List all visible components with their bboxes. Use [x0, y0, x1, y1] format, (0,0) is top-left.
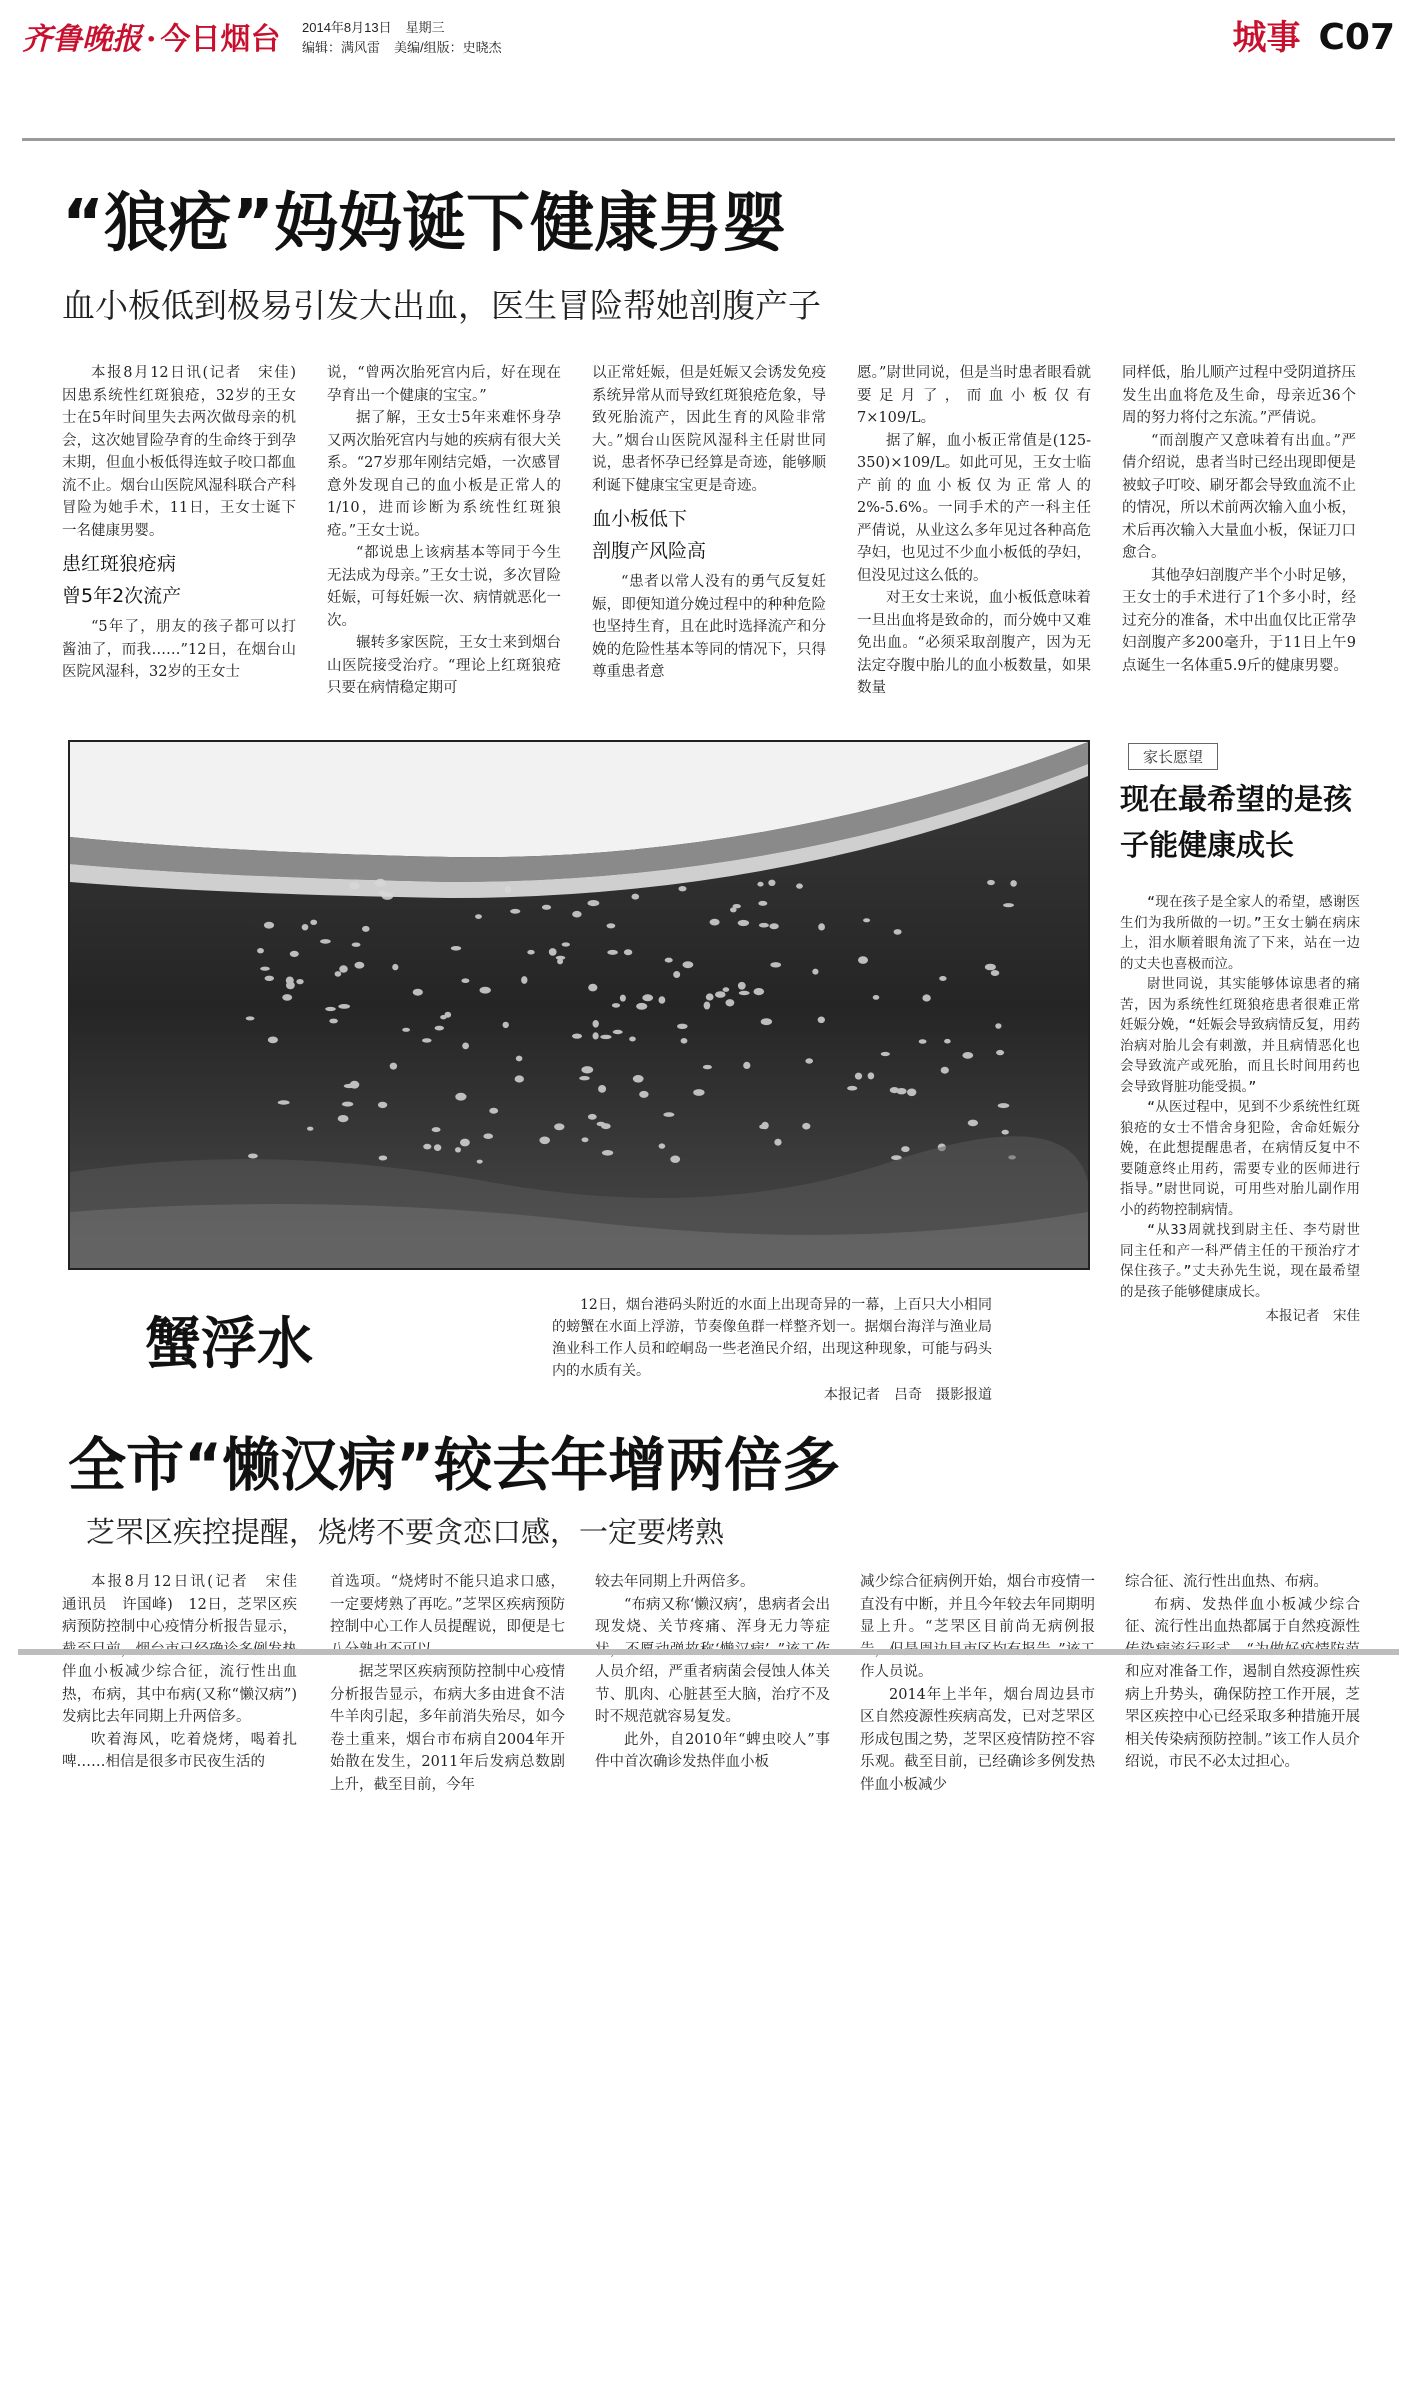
- crab-speck: [539, 1137, 550, 1145]
- paragraph: 2014年上半年，烟台周边县市区自然疫源性疾病高发，已对芝罘区形成包围之势，芝罘区疫情防控不容乐观。截至目前，已经确诊多例发热伴血小板减少: [860, 1686, 1095, 1793]
- crab-speck: [738, 982, 746, 990]
- paragraph: 辗转多家医院，王女士来到烟台山医院接受治疗。“理论上红斑狼疮只要在病情稳定期可: [327, 635, 561, 696]
- story2-column-1: [62, 1571, 297, 1770]
- crab-speck: [941, 1067, 949, 1074]
- crab-speck: [759, 1124, 766, 1129]
- paragraph: “现在孩子是全家人的希望，感谢医生们为我所做的一切。”王女士躺在病床上，泪水顺着眼角流了下来，站在一边的丈夫也喜极而泣。: [1120, 894, 1360, 972]
- story2-column-4: [860, 1571, 1095, 1793]
- story1-headline: “狼疮”妈妈诞下健康男婴: [62, 187, 787, 261]
- crab-speck: [549, 948, 557, 956]
- crab-speck: [768, 880, 775, 886]
- crab-speck: [475, 914, 482, 919]
- paragraph: “而剖腹产又意味着有出血。”严倩介绍说，患者当时已经出现即便是被蚊子叮咬、刷牙都会导致血流不止的情况，所以术前两次输入血小板，术后再次输入大量血小板，保证刀口愈合。: [1122, 432, 1356, 561]
- crab-speck: [432, 1127, 441, 1132]
- page-category: 城事: [1232, 18, 1301, 58]
- paragraph: 对王女士来说，血小板低意味着一旦出血将是致命的，而分娩中又难免出血。“必须采取剖腹产，因为无法定夺腹中胎儿的血小板数量，如果数量: [857, 590, 1091, 696]
- crab-speck: [881, 1052, 890, 1056]
- crab-speck: [987, 880, 995, 885]
- story2-column-5: [1125, 1571, 1360, 1770]
- crab-speck: [265, 976, 274, 981]
- crab-speck: [329, 1019, 338, 1024]
- crab-speck: [759, 923, 769, 928]
- crab-speck: [919, 1039, 927, 1044]
- crab-speck: [375, 879, 386, 887]
- crab-speck: [521, 976, 527, 984]
- crab-speck: [757, 882, 763, 887]
- crab-speck: [588, 900, 600, 906]
- sidebar-body: [1120, 892, 1360, 1327]
- crab-speck: [939, 976, 946, 981]
- crab-speck: [462, 1043, 469, 1050]
- paragraph: 愿。”尉世同说，但是当时患者眼看就要足月了，而血小板仅有7×109/L。: [857, 365, 1091, 426]
- crab-speck: [355, 962, 365, 969]
- crab-speck: [730, 907, 737, 912]
- paragraph: 据芝罘区疾病预防控制中心疫情分析报告显示，布病大多由进食不洁牛羊肉引起，多年前消失殆尽，如今卷土重来，烟台市布病自2004年开始散在发生，2011年后发病总数剧上升，截至目前，今年: [330, 1664, 565, 1793]
- story1-column-4: [857, 362, 1091, 717]
- crab-speck: [296, 979, 303, 984]
- crab-speck: [257, 948, 264, 953]
- crab-speck: [562, 942, 570, 946]
- crab-speck: [642, 994, 653, 1001]
- crab-speck: [818, 923, 825, 930]
- crab-speck: [435, 1026, 444, 1031]
- crab-speck: [855, 1073, 862, 1080]
- crab-speck: [738, 920, 749, 926]
- crab-speck: [542, 905, 551, 910]
- page-code: C07: [1318, 17, 1395, 58]
- crab-speck: [636, 1003, 647, 1010]
- page-bottom-rule: [18, 1649, 1399, 1655]
- crab-speck: [962, 1052, 973, 1059]
- crab-speck: [440, 1015, 446, 1019]
- crab-speck: [597, 1122, 606, 1126]
- crab-speck: [633, 1075, 644, 1083]
- crab-speck: [998, 1103, 1010, 1108]
- crab-speck: [307, 1127, 313, 1131]
- story1-column-3: [592, 362, 826, 717]
- crab-speck: [593, 1020, 599, 1028]
- crab-speck: [896, 1088, 906, 1094]
- crab-speck: [278, 1100, 290, 1104]
- crab-speck: [770, 962, 781, 967]
- crab-speck: [818, 1017, 825, 1024]
- crab-speck: [260, 967, 270, 971]
- paragraph: 以正常妊娠，但是妊娠又会诱发免疫系统异常从而导致红斑狼疮危象，导致死胎流产，因此生育的风险非常大。”烟台山医院风湿科主任尉世同说，患者怀孕已经算是奇迹，能够顺利诞下健康宝宝更是奇迹。: [592, 365, 826, 494]
- crab-speck: [703, 1065, 712, 1069]
- crab-speck: [282, 994, 292, 1001]
- crab-speck: [996, 1050, 1004, 1055]
- crab-speck: [620, 995, 626, 1002]
- crab-speck: [602, 1150, 613, 1156]
- crab-speck: [286, 977, 294, 985]
- crab-speck: [612, 1003, 620, 1008]
- crab-speck: [339, 965, 348, 973]
- crab-speck: [600, 1035, 611, 1039]
- paragraph: 本报8月12日讯(记者 宋佳 通讯员 许国峰) 12日，芝罘区疾病预防控制中心疫情分析报告显示， 伴血小板减少综合征，流行性出血热，布病，其中布病(又称“懒汉病”)发病比去年同期上升两倍多。: [62, 1574, 297, 1725]
- crab-speck: [796, 883, 803, 888]
- photo-title: 蟹浮水: [145, 1312, 313, 1377]
- crab-speck: [868, 1072, 875, 1079]
- story2-headline: 全市“懒汉病”较去年增两倍多: [68, 1431, 841, 1499]
- crab-speck: [413, 989, 423, 996]
- crab-speck: [991, 970, 1000, 976]
- crab-speck: [378, 891, 384, 895]
- crab-speck: [1002, 1130, 1009, 1135]
- crab-speck: [901, 1146, 909, 1152]
- crab-speck: [665, 958, 673, 963]
- crab-speck: [894, 929, 902, 935]
- crab-speck: [847, 1086, 857, 1091]
- paragraph: 减少综合征病例开始，烟台市疫情一直没有中断，并且今年较去年同期明显上升。“芝罘区目前尚无病例报 作人员说。: [860, 1574, 1095, 1680]
- edition-editor: 编辑：满风雷: [302, 40, 381, 55]
- crab-speck: [613, 1030, 623, 1034]
- crab-speck: [477, 1160, 483, 1164]
- crab-speck: [390, 1063, 397, 1070]
- edition-info: [302, 18, 516, 58]
- crab-speck: [320, 939, 331, 944]
- newspaper-logo: 齐鲁晚报: [22, 22, 142, 57]
- sidebar-tag: 家长愿望: [1128, 743, 1218, 770]
- crab-speck: [572, 1034, 582, 1039]
- crab-speck: [460, 1139, 470, 1147]
- crab-speck: [679, 886, 687, 891]
- story2-subhead: 芝罘区疾控提醒，烧烤不要贪恋口感，一定要烤熟: [86, 1515, 725, 1549]
- crab-speck: [663, 1112, 674, 1117]
- crab-speck: [639, 1091, 648, 1098]
- crab-speck: [335, 971, 342, 977]
- crab-speck: [706, 993, 714, 1000]
- story1-column-2: [327, 362, 561, 717]
- masthead-separator: ·: [146, 22, 157, 57]
- crab-speck: [461, 978, 469, 983]
- paragraph: “布病又称‘懒汉病’，患病者会出现发烧、关节疼痛、浑身无力等症 人员介绍，严重者病菌会侵蚀人体关节、肌肉、心脏甚至大脑，治疗不及时不规范就容易复发。: [595, 1596, 830, 1725]
- crab-speck: [693, 1089, 704, 1096]
- crab-speck: [607, 950, 618, 955]
- crab-speck: [704, 1002, 711, 1010]
- crab-speck: [246, 1016, 255, 1020]
- crab-speck: [248, 1154, 258, 1159]
- sidebar-title: 现在最希望的是孩子能健康成长: [1120, 782, 1353, 862]
- crab-speck: [968, 1120, 978, 1127]
- crab-speck: [723, 987, 730, 992]
- paragraph: “从医过程中，见到不少系统性红斑狼疮的女士不惜舍身犯险，舍命妊娠分娩，在此想提醒患者，在病情反复中不要随意终止用药，需要专业的医师进行指导。”尉世同说，可用些对胎儿副作用小的药物控制病情。: [1120, 1099, 1360, 1218]
- crab-speck: [434, 1144, 441, 1151]
- crab-speck: [659, 996, 666, 1004]
- paragraph: “都说患上该病基本等同于今生无法成为母亲。”王女士说，多次冒险妊娠，可每妊娠一次、病情就恶化一次。: [327, 545, 561, 629]
- crab-speck: [480, 987, 491, 994]
- crab-speck: [378, 1102, 387, 1108]
- masthead-brand: [22, 14, 280, 58]
- crab-speck: [290, 951, 299, 957]
- crab-speck: [677, 1024, 688, 1029]
- crab-speck: [863, 918, 870, 922]
- masthead-section: 今日烟台: [160, 22, 281, 57]
- crab-speck: [483, 1133, 493, 1139]
- crab-speck: [503, 1022, 509, 1028]
- crab-speck: [510, 909, 520, 914]
- edition-date: 2014年8月13日: [302, 20, 392, 35]
- crab-speck: [1003, 903, 1014, 907]
- crab-speck: [302, 924, 309, 930]
- sidebar-credit: 本报记者 宋佳: [1265, 1308, 1360, 1324]
- crab-speck: [489, 1108, 498, 1114]
- paragraph: 据了解，王女士5年来难怀身孕又两次胎死宫内与她的疾病有很大关系。“27岁那年刚结完婚，一次感冒意外发现自己的血小板是正常人的1/10，进而诊断为系统性红斑狼疮。”王女士说。: [327, 410, 561, 539]
- crab-speck: [402, 1028, 410, 1032]
- crab-speck: [264, 922, 274, 929]
- crab-speck: [423, 1144, 431, 1150]
- crab-speck: [598, 1085, 606, 1093]
- crab-speck: [310, 920, 317, 925]
- photo-caption: [552, 1294, 992, 1406]
- crab-speck: [629, 1037, 636, 1042]
- paragraph: 尉世同说，其实能够体谅患者的痛苦，因为系统性红斑狼疮患者很难正常妊娠分娩，“妊娠会导致病情反复，用药治病对胎儿会有刺激，并且病情恶化也会导致流产或死胎，而且长时间用药也会导致肾脏功能受损。”: [1120, 976, 1360, 1095]
- crab-speck: [858, 956, 868, 964]
- crab-speck: [922, 994, 930, 1001]
- paragraph: 此外，自2010年“蜱虫咬人”事件中首次确诊发热伴血小板: [595, 1731, 830, 1770]
- crab-speck: [805, 1058, 813, 1063]
- crab-speck: [338, 1004, 350, 1009]
- crab-speck: [554, 1123, 564, 1130]
- crab-speck: [349, 882, 359, 889]
- crab-speck: [774, 1139, 781, 1146]
- crab-speck: [352, 943, 361, 947]
- crab-speck: [670, 1156, 680, 1163]
- crab-speck: [743, 1062, 750, 1069]
- crab-speck: [710, 919, 720, 926]
- crab-speck: [588, 984, 597, 992]
- paragraph: “患者以常人没有的勇气反复妊娠，即便知道分娩过程中的种种危险也坚持生育，且在此时选择流产和分娩的危险性基本等同的情况下，只得尊重患者意: [592, 574, 826, 680]
- paragraph: 较去年同期上升两倍多。: [595, 1574, 755, 1590]
- crab-speck: [659, 1143, 666, 1148]
- crab-speck: [556, 956, 566, 960]
- edition-designer: 美编/组版：史晓杰: [394, 40, 502, 55]
- caption-text: 12日，烟台港码头附近的水面上出现奇异的一幕，上百只大小相同的螃蟹在水面上浮游，节奏像鱼群一样整齐划一。据烟台海洋与渔业局渔业科工作人员和崆峒岛一些老渔民介绍，出现这种现象，可能与码头内的水质有关。: [552, 1297, 992, 1379]
- crab-speck: [985, 964, 996, 971]
- crab-speck: [624, 949, 632, 955]
- crab-speck: [451, 946, 461, 951]
- crab-speck: [802, 1123, 810, 1130]
- crab-speck: [455, 1093, 466, 1101]
- crab-speck: [268, 1037, 278, 1044]
- crab-speck: [527, 950, 534, 955]
- crab-speck: [572, 911, 581, 918]
- crab-speck: [758, 901, 767, 906]
- crab-speck: [673, 971, 680, 978]
- crab-speck: [944, 1039, 951, 1044]
- crab-speck: [761, 1018, 772, 1025]
- crab-speck: [516, 1056, 523, 1062]
- crab-speck: [739, 991, 750, 995]
- paragraph: 吹着海风，吃着烧烤，喝着扎啤……相信是很多市民夜生活的: [62, 1731, 297, 1770]
- masthead-rule: [22, 138, 1395, 141]
- crab-speck: [681, 1038, 688, 1044]
- crab-speck: [342, 1102, 353, 1107]
- paragraph: “从33周就找到尉主任、李芍尉世同主任和产一科严倩主任的干预治疗才保住孩子。”丈夫孙先生说，现在最希望的是孩子能够健康成长。: [1120, 1222, 1360, 1300]
- crab-photo-image: [70, 742, 1088, 1268]
- crab-speck: [379, 1156, 388, 1161]
- photo-credit: 本报记者 吕奇 摄影报道: [824, 1387, 992, 1403]
- crab-speck: [455, 1147, 461, 1152]
- paragraph: 综合征、流行性出血热、布病。: [1125, 1574, 1328, 1590]
- story2-column-3: [595, 1571, 830, 1770]
- story1-crosshead: 患红斑狼疮病 曾5年2次流产: [62, 553, 182, 607]
- crab-speck: [769, 923, 778, 929]
- crab-speck: [726, 999, 735, 1006]
- crab-speck: [607, 923, 616, 928]
- paragraph: 布病、发热伴血小板减少综合征、流行性出血热都属于自然疫源性 和应对准备工作，遏制自然疫源性疾病上升势头，确保防控工作开展，芝罘区疾控中心已经采取多种措施开展相关传染病预防控制。”该工作人员介绍说，市民不必太过担心。: [1125, 1596, 1360, 1770]
- crab-speck: [338, 1115, 349, 1122]
- crab-speck: [588, 1114, 597, 1120]
- story1-column-1: [62, 362, 311, 717]
- paragraph: 首选项。“烧烤时不能只追求口感，一定要烤熟了再吃。”芝罘区疾病预防控制中心工作人员提醒说，即便是七: [330, 1574, 565, 1635]
- crab-speck: [632, 894, 640, 900]
- story1-crosshead: 血小板低下 剖腹产风险高: [592, 508, 707, 562]
- paragraph: “5年了，朋友的孩子都可以打酱油了，而我……”12日，在烟台山医院风湿科，32岁的王女士: [62, 619, 296, 680]
- crab-speck: [392, 964, 398, 970]
- crab-speck: [325, 1007, 336, 1011]
- crab-photo: [68, 740, 1090, 1270]
- crab-speck: [593, 1032, 599, 1039]
- story1-column-5: [1122, 362, 1356, 717]
- crab-speck: [362, 926, 370, 932]
- paragraph: 说，“曾两次胎死宫内后，好在现在孕育出一个健康的宝宝。”: [327, 365, 561, 404]
- crab-speck: [995, 1023, 1001, 1029]
- crab-speck: [422, 1038, 432, 1042]
- crab-speck: [582, 1137, 589, 1142]
- crab-speck: [715, 991, 726, 998]
- crab-speck: [754, 988, 765, 995]
- paragraph: 本报8月12日讯(记者 宋佳) 因患系统性红斑狼疮，32岁的王女士在5年时间里失去两次做母亲的机会，这次她冒险孕育的生命终于到孕末期，但血小板低得连蚊子咬口都血流不止。烟台山医院风湿科联合产科冒险为她手术，11日，王女士诞下一名健康男婴。: [62, 365, 311, 539]
- story1-subhead: 血小板低到极易引发大出血，医生冒险帮她剖腹产子: [62, 286, 821, 325]
- crab-speck: [873, 995, 880, 1000]
- story2-column-2: [330, 1571, 565, 1793]
- crab-speck: [505, 886, 511, 893]
- edition-weekday: 星期三: [405, 20, 445, 35]
- crab-speck: [581, 1066, 593, 1073]
- crab-speck: [579, 1076, 590, 1080]
- crab-speck: [350, 1081, 360, 1089]
- paragraph: 其他孕妇剖腹产半个小时足够，王女士的手术进行了1个多小时，经过充分的准备，术中出血仅比正常孕妇剖腹产多200毫升，于11日上午9点诞生一名体重5.9斤的健康男婴。: [1122, 567, 1356, 674]
- crab-speck: [515, 1075, 524, 1082]
- paragraph: 据了解，血小板正常值是(125-350)×109/L。如此可见，王女士临产前的血小板仅为正常人的2%-5.6%。一同手术的产一科主任严倩说，从业这么多年见过各种高危孕妇，也见过不少血小板低的孕妇，但没见过这么低的。: [857, 432, 1091, 584]
- crab-speck: [812, 969, 818, 975]
- crab-speck: [1010, 880, 1017, 887]
- crab-speck: [907, 1089, 916, 1097]
- paragraph: 同样低，胎儿顺产过程中受阴道挤压发生出血将危及生命，母亲近36个周的努力将付之东流。”严倩说。: [1122, 365, 1356, 426]
- crab-speck: [683, 961, 694, 968]
- page-section-tag: [1232, 10, 1395, 59]
